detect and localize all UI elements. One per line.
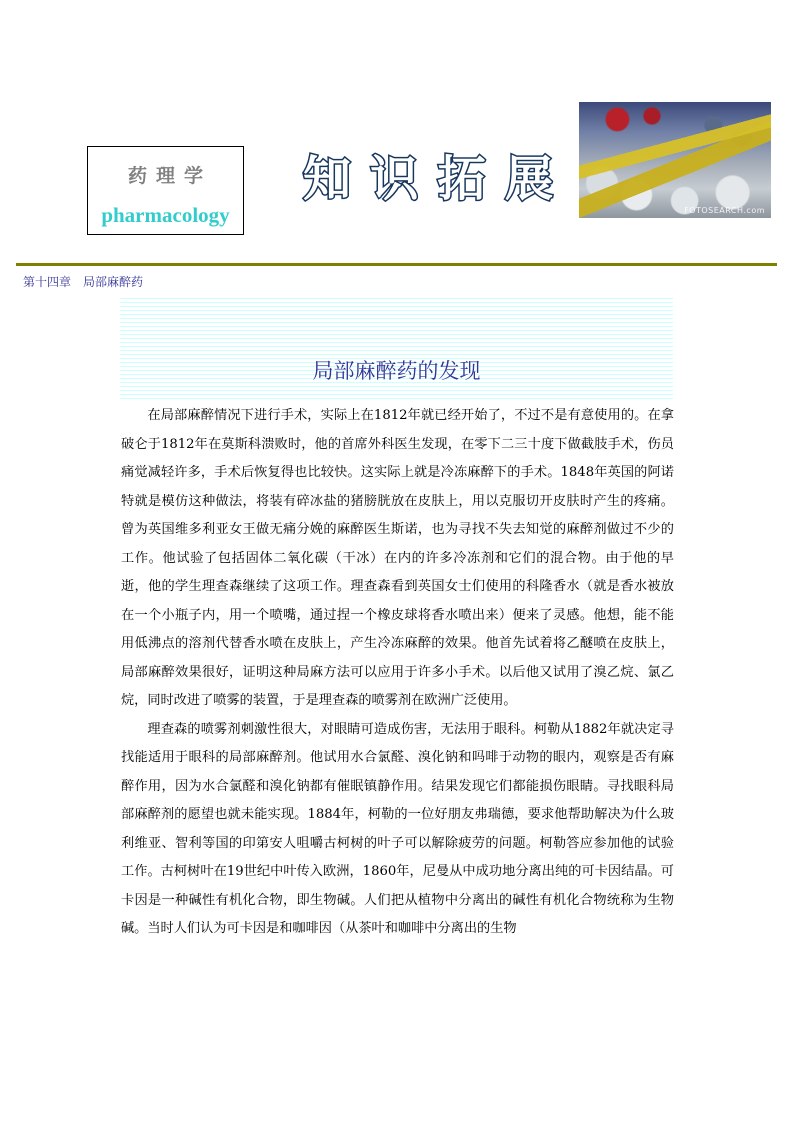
banner-title (303, 146, 553, 212)
section-heading-box (120, 298, 673, 400)
banner-char: 展 (504, 151, 553, 207)
photo-watermark: FOTOSEARCH.com (684, 206, 765, 215)
chapter-label: 第十四章 局部麻醉药 (23, 275, 144, 289)
subject-title-chinese: 药理学 (127, 165, 212, 187)
subject-box (87, 146, 244, 235)
header-divider (16, 263, 777, 266)
banner-char: 知 (303, 151, 352, 207)
pills-photo (579, 102, 771, 218)
paragraph: 在局部麻醉情况下进行手术，实际上在1812年就已经开始了，不过不是有意使用的。在拿破仑于1812年在莫斯科溃败时，他的首席外科医生发现，在零下二三十度下做截肢手术，伤员痛觉减轻许多，手术后恢复得也比较快。这实际上就是冷冻麻醉下的手术。1848年英国的阿诺特就是模仿这种做法，将装有碎冰盐的猪膀胱放在皮肤上，用以克服切开皮肤时产生的疼痛。曾为英国维多利亚女王做无痛分娩的麻醉医生斯诺，也为寻找不失去知觉的麻醉剂做过不少的工作。他试验了包括固体二氧化碳（干冰）在内的许多冷冻剂和它们的混合物。由于他的早逝，他的学生理查森继续了这项工作。理查森看到英国女士们使用的科隆香水（就是香水被放在一个小瓶子内，用一个喷嘴，通过捏一个橡皮球将香水喷出来）便来了灵感。他想，能不能用低沸点的溶剂代替香水喷在皮肤上，产生冷冻麻醉的效果。他首先试着将乙醚喷在皮肤上，局部麻醉效果很好，证明这种局麻方法可以应用于许多小手术。以后他又试用了溴乙烷、氯乙烷，同时改进了喷雾的装置，于是理查森的喷雾剂在欧洲广泛使用。 (121, 408, 674, 708)
article-body (121, 402, 674, 944)
subject-title-english: pharmacology (101, 203, 230, 227)
section-title: 局部麻醉药的发现 (312, 359, 481, 383)
banner-char: 拓 (437, 151, 486, 207)
banner-char: 识 (370, 151, 419, 207)
paragraph: 理查森的喷雾剂刺激性很大，对眼睛可造成伤害，无法用于眼科。柯勒从1882年就决定寻找能适用于眼科的局部麻醉剂。他试用水合氯醛、溴化钠和吗啡于动物的眼内，观察是否有麻醉作用，因为水合氯醛和溴化钠都有催眠镇静作用。结果发现它们都能损伤眼睛。寻找眼科局部麻醉剂的愿望也就未能实现。1884年，柯勒的一位好朋友弗瑞德，要求他帮助解决为什么玻利维亚、智利等国的印第安人咀嚼古柯树的叶子可以解除疲劳的问题。柯勒答应参加他的试验工作。古柯树叶在19世纪中叶传入欧洲，1860年，尼曼从中成功地分离出纯的可卡因结晶。可卡因是一种碱性有机化合物，即生物碱。人们把从植物中分离出的碱性有机化合物统称为生物碱。当时人们认为可卡因是和咖啡因（从茶叶和咖啡中分离出的生物 (121, 721, 674, 936)
